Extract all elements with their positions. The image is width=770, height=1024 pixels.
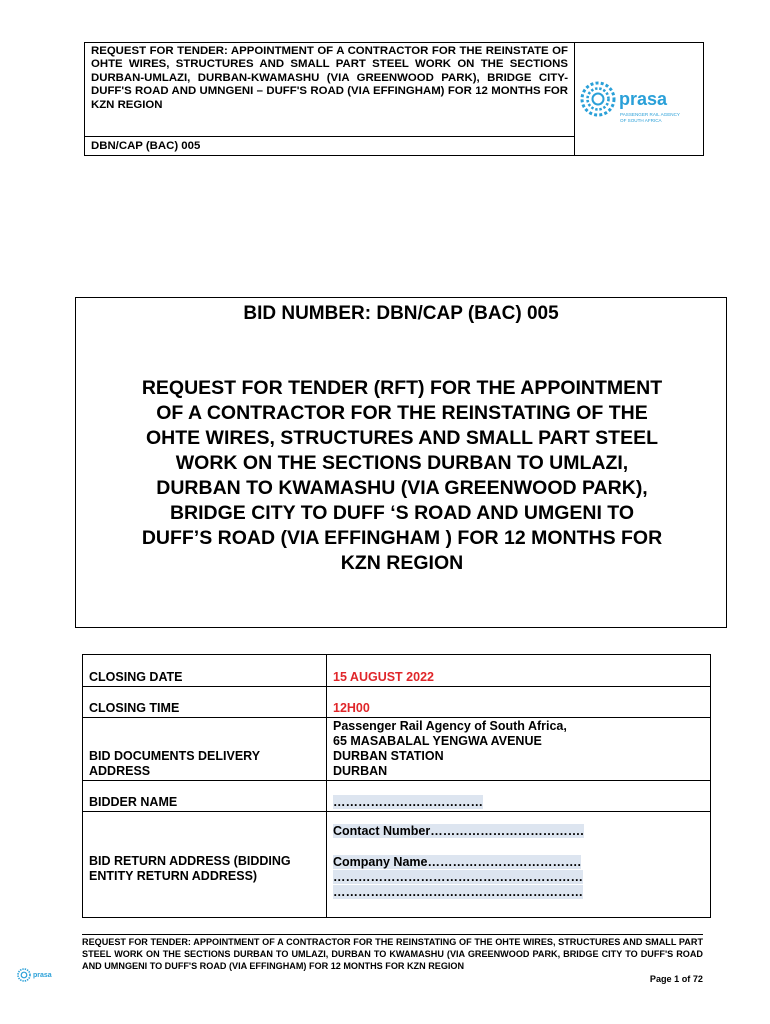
document-header	[84, 42, 704, 156]
table-row	[83, 687, 711, 718]
rft-title	[86, 376, 718, 576]
title-box	[75, 297, 727, 628]
address-line-field[interactable]: ……………………………………………………	[333, 885, 583, 899]
logo-tagline-2: OF SOUTH AFRICA	[620, 118, 662, 123]
bid-number-heading: BID NUMBER: DBN/CAP (BAC) 005	[243, 303, 559, 324]
rft-line: BRIDGE CITY TO DUFF ‘S ROAD AND UMGENI TO	[169, 502, 635, 524]
rft-line: OF A CONTRACTOR FOR THE REINSTATING OF THE	[156, 402, 648, 424]
return-address-fields	[327, 812, 711, 918]
page-prefix: Page	[649, 973, 672, 984]
footer-text: REQUEST FOR TENDER: APPOINTMENT OF A CONTRACTOR FOR THE REINSTATING OF THE OHTE WIRES, STRUCTURES AND SMALL PART STEEL WORK ON THE SECTIONS DURBAN TO UMLAZI, DURBAN TO KWAMASHU (VIA GREENWOOD PARK, BRIDGE CITY TO DUFF'S ROAD AND UMNGENI TO DUFF'S ROAD (VIA EFFINGHAM) FOR 12 MONTHS FOR KZN REGION	[82, 937, 703, 972]
closing-time-label: CLOSING TIME	[83, 687, 327, 718]
delivery-line: DURBAN STATION	[333, 749, 444, 763]
header-text-cell	[85, 43, 575, 155]
delivery-label-line: ADDRESS	[89, 764, 151, 778]
closing-time-value: 12H00	[327, 687, 711, 718]
return-address-label	[83, 812, 327, 918]
bidder-name-label: BIDDER NAME	[83, 781, 327, 812]
prasa-logo-icon	[16, 965, 62, 985]
delivery-line: Passenger Rail Agency of South Africa,	[333, 719, 567, 733]
logo-name: prasa	[619, 89, 668, 109]
contact-number-field[interactable]: Contact Number……………………………….	[333, 824, 584, 838]
page-number	[82, 973, 703, 985]
page-of: of	[681, 973, 691, 984]
delivery-line: 65 MASABALAL YENGWA AVENUE	[333, 734, 542, 748]
table-row	[83, 718, 711, 781]
bidder-name-value[interactable]: ………………………………	[333, 795, 483, 809]
return-label-line: BID RETURN ADDRESS (BIDDING	[89, 854, 291, 868]
rft-line: DUFF’S ROAD (VIA EFFINGHAM ) FOR 12 MONTHS FOR	[141, 527, 663, 549]
rft-line: DURBAN TO KWAMASHU (VIA GREENWOOD PARK),	[156, 477, 648, 499]
page-total: 72	[692, 973, 703, 984]
rft-line: OHTE WIRES, STRUCTURES AND SMALL PART STEEL	[145, 427, 659, 449]
address-line-field[interactable]: ……………………………………………………	[333, 870, 583, 884]
page-current: 1	[674, 973, 680, 984]
delivery-line: DURBAN	[333, 764, 388, 778]
closing-date-value: 15 AUGUST 2022	[327, 655, 711, 687]
header-bid-code: DBN/CAP (BAC) 005	[91, 140, 201, 152]
header-title: REQUEST FOR TENDER: APPOINTMENT OF A CONTRACTOR FOR THE REINSTATE OF OHTE WIRES, STRUCTURES AND SMALL PART STEEL WORK ON THE SECTIONS DURBAN-UMLAZI, DURBAN-KWAMASHU (VIA GREENWOOD PARK), BRIDGE CITY-DUFF'S ROAD AND UMNGENI – DUFF'S ROAD (VIA EFFINGHAM) FOR 12 MONTHS FOR KZN REGION	[85, 43, 574, 137]
rft-line: KZN REGION	[340, 552, 464, 574]
table-row	[83, 812, 711, 918]
rft-line: REQUEST FOR TENDER (RFT) FOR THE APPOINTMENT	[141, 377, 663, 399]
page-footer	[82, 934, 703, 985]
footer-logo-name: prasa	[33, 972, 52, 979]
delivery-address-value	[327, 718, 711, 781]
table-row	[83, 655, 711, 687]
delivery-label-line: BID DOCUMENTS DELIVERY	[89, 749, 261, 763]
footer-prasa-logo	[16, 965, 62, 985]
bid-info-table	[82, 654, 711, 918]
prasa-logo-icon	[579, 43, 703, 155]
logo-tagline-1: PASSENGER RAIL AGENCY	[620, 112, 680, 117]
bidder-name-field[interactable]	[327, 781, 711, 812]
table-row	[83, 781, 711, 812]
closing-date-label: CLOSING DATE	[83, 655, 327, 687]
company-name-field[interactable]: Company Name……………………………….	[333, 855, 581, 869]
delivery-address-label	[83, 718, 327, 781]
prasa-logo	[579, 43, 703, 155]
return-label-line: ENTITY RETURN ADDRESS)	[89, 869, 258, 883]
rft-line: WORK ON THE SECTIONS DURBAN TO UMLAZI,	[175, 452, 629, 474]
